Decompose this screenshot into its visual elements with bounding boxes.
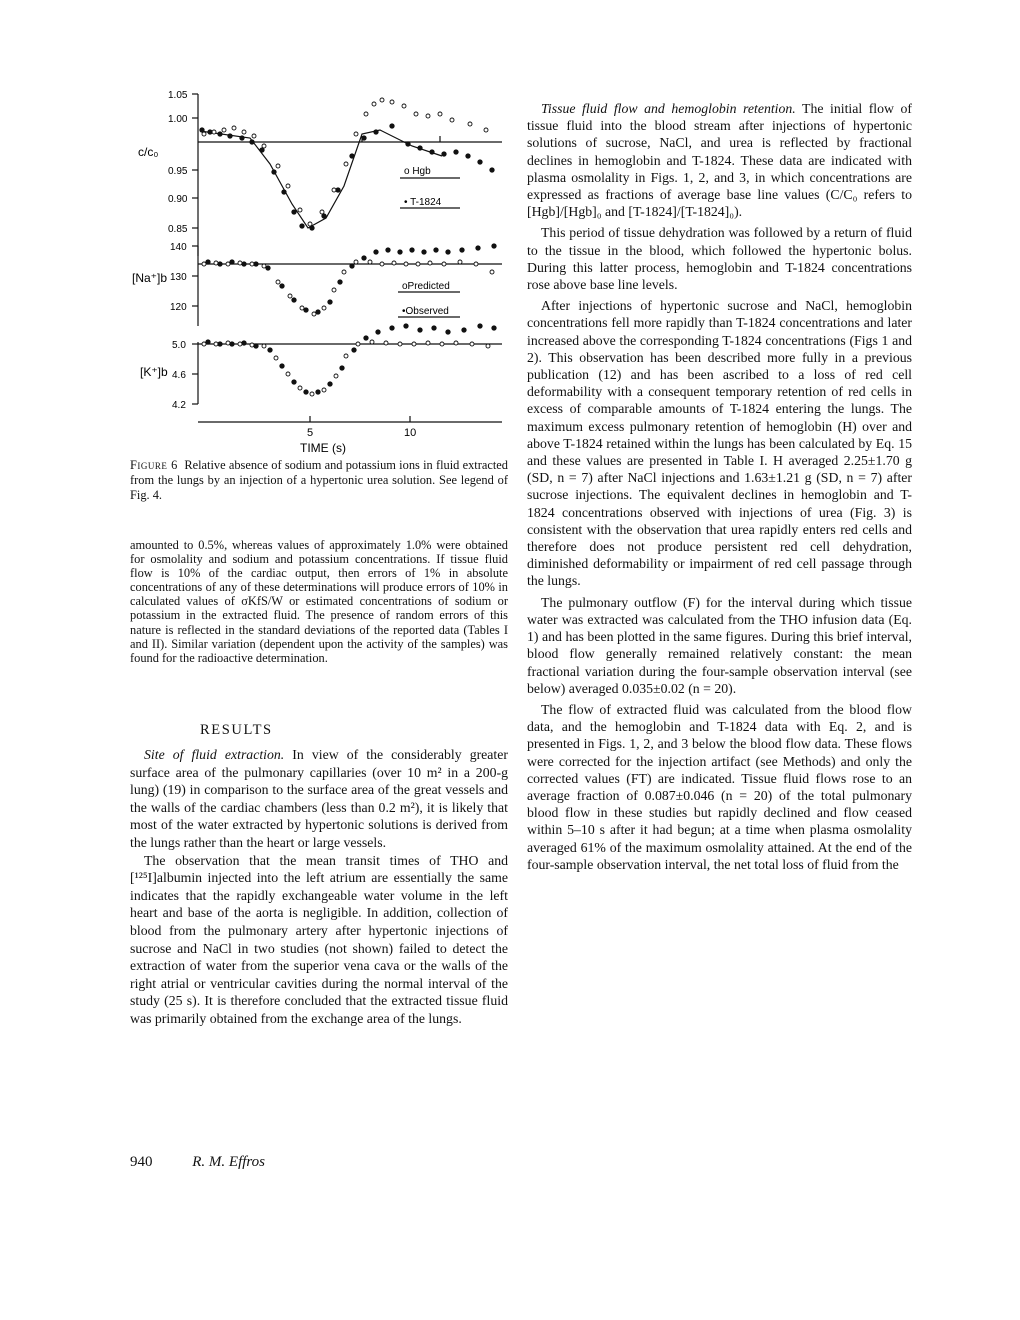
- observed-point: [254, 262, 258, 266]
- tick-mid-0: 140: [170, 242, 187, 253]
- k-predicted-point: [310, 392, 314, 396]
- observed-point: [362, 256, 366, 260]
- t1824-point: [454, 150, 458, 154]
- t1824-point: [336, 188, 340, 192]
- tick-mid-2: 120: [170, 302, 187, 313]
- predicted-point: [380, 262, 384, 266]
- x-tick-10: 10: [404, 427, 417, 439]
- k-observed-point: [492, 326, 496, 330]
- k-observed-point: [376, 330, 380, 334]
- k-observed-point: [254, 344, 258, 348]
- observed-point: [350, 264, 354, 268]
- k-observed-point: [432, 326, 436, 330]
- t1824-point: [260, 148, 264, 152]
- k-observed-point: [462, 328, 466, 332]
- hgb-point: [380, 98, 384, 102]
- t1824-point: [490, 168, 494, 172]
- legend-hgb: o Hgb: [404, 166, 431, 177]
- tick-top-0: 1.05: [168, 90, 188, 101]
- k-observed-point: [404, 324, 408, 328]
- hgb-point: [286, 184, 290, 188]
- predicted-point: [404, 262, 408, 266]
- hgb-point: [308, 222, 312, 226]
- tick-top-3: 0.90: [168, 194, 188, 205]
- legend-t1824: • T-1824: [404, 197, 442, 208]
- scatter-points: [200, 98, 496, 396]
- hgb-point: [468, 122, 472, 126]
- left-paragraph-1: [130, 746, 508, 852]
- k-predicted-point: [298, 386, 302, 390]
- k-observed-point: [328, 382, 332, 386]
- k-observed-point: [364, 336, 368, 340]
- hgb-point: [222, 128, 226, 132]
- observed-point: [386, 248, 390, 252]
- predicted-point: [342, 270, 346, 274]
- hgb-point: [232, 126, 236, 130]
- t1824-point: [406, 142, 410, 146]
- hgb-point: [402, 104, 406, 108]
- t1824-point: [478, 160, 482, 164]
- hgb-point: [372, 102, 376, 106]
- t1824-point: [374, 130, 378, 134]
- observed-point: [374, 250, 378, 254]
- tick-mid-1: 130: [170, 272, 187, 283]
- k-predicted-point: [370, 340, 374, 344]
- tick-top-1: 1.00: [168, 114, 188, 125]
- k-observed-point: [340, 366, 344, 370]
- observed-point: [242, 262, 246, 266]
- predicted-point: [202, 262, 206, 266]
- predicted-point: [332, 288, 336, 292]
- hgb-point: [320, 210, 324, 214]
- t1824-point: [322, 214, 326, 218]
- observed-point: [280, 284, 284, 288]
- hgb-point: [438, 112, 442, 116]
- observed-point: [292, 298, 296, 302]
- k-observed-point: [230, 342, 234, 346]
- k-observed-point: [446, 330, 450, 334]
- observed-point: [218, 262, 222, 266]
- k-predicted-point: [412, 342, 416, 346]
- figure-6: [130, 86, 508, 456]
- legend-observed: •Observed: [402, 306, 449, 317]
- hgb-point: [450, 118, 454, 122]
- observed-point: [206, 260, 210, 264]
- k-predicted-point: [286, 372, 290, 376]
- k-observed-point: [418, 328, 422, 332]
- k-observed-point: [280, 364, 284, 368]
- k-observed-point: [304, 390, 308, 394]
- k-observed-point: [242, 341, 246, 345]
- observed-point: [434, 248, 438, 252]
- observed-point: [230, 260, 234, 264]
- predicted-point: [276, 280, 280, 284]
- t1824-point: [218, 132, 222, 136]
- observed-point: [304, 308, 308, 312]
- observed-point: [446, 250, 450, 254]
- small-paragraph: amounted to 0.5%, whereas values of approximately 1.0% were obtained for osmolality and sodium and potassium concentrations. If tissue fluid flow is 10% of the cardiac output, then errors of 1% in absolute concentrations of any of these determinations will produce errors of 10% in calculated values of σKfS/W or estimated concentrations of sodium or potassium in the extracted fluid. The presence of random errors of this nature is reflected in the standard deviations of the reported data (Tables I and II). Similar variation (dependent upon the activity of the samples) was found for the radioactive determination.: [130, 538, 508, 665]
- t1824-point: [200, 128, 204, 132]
- hgb-point: [390, 100, 394, 104]
- t1824-point: [362, 136, 366, 140]
- predicted-point: [288, 294, 292, 298]
- k-observed-point: [218, 342, 222, 346]
- t1824-point: [350, 154, 354, 158]
- page-number: 940: [130, 1154, 153, 1170]
- predicted-point: [368, 260, 372, 264]
- right-column-body: [527, 100, 912, 873]
- predicted-point: [226, 262, 230, 266]
- left-p1-text: In view of the considerably greater surface area of the pulmonary capillaries (over 10 m² in a 200-g lung) (19) in comparison to the surface area of the great vessels and the walls of the cardiac chambers (less than 0.2 m²), it is likely that most of the water extracted by hypertonic solutions is derived from the lungs rather than the heart or large vessels.: [130, 747, 508, 850]
- k-predicted-point: [398, 342, 402, 346]
- right-paragraph-1: [527, 100, 912, 220]
- k-observed-point: [316, 390, 320, 394]
- observed-point: [410, 248, 414, 252]
- right-paragraph-5: The flow of extracted fluid was calculated from the blood flow data, and the hemoglobin and T-1824 data with Eq. 2, and is presented in Figs. 1, 2, and 3 below the blood flow data. These flows were corrected for the injection artifact (see Methods) and only the corrected values (FT) are indicated. Tissue fluid flows rose to an average fraction of 0.087±0.046 (n = 20) of the total pulmonary blood flow in these studies but rapidly declined and flow ceased within 5–10 s after it had begun; at a time when plasma osmolality averaged 61% of the maximum osmolality attained. At the end of the four-sample observation interval, the net total loss of fluid from the: [527, 701, 912, 872]
- page-footer: [130, 1154, 265, 1171]
- hgb-point: [202, 132, 206, 136]
- observed-point: [398, 250, 402, 254]
- top-ylabel: c/c₀: [138, 145, 159, 159]
- section-heading: RESULTS: [200, 722, 273, 738]
- t1824-point: [228, 134, 232, 138]
- k-predicted-point: [426, 341, 430, 345]
- predicted-point: [300, 306, 304, 310]
- hgb-point: [354, 132, 358, 136]
- t1824-point: [292, 210, 296, 214]
- tick-bot-0: 5.0: [172, 340, 186, 351]
- k-predicted-point: [470, 342, 474, 346]
- hgb-point: [252, 134, 256, 138]
- predicted-point: [262, 264, 266, 268]
- bottom-ylabel: [K⁺]b: [140, 365, 168, 379]
- observed-point: [476, 246, 480, 250]
- right-p1-text: The initial flow of tissue fluid into the blood stream after injections of hypertonic solutions of sucrose, NaCl, and urea is reflected by fractional declines in hemoglobin and T-1824. These data are indicated with plasma osmolality in Figs. 1, 2, and 3, in which concentrations are expressed as fractions of average base line values (C/C₀ refers to [Hgb]/[Hgb]₀ and [T-1824]/[T-1824]₀).: [527, 101, 913, 220]
- hgb-point: [414, 112, 418, 116]
- k-observed-point: [352, 348, 356, 352]
- tick-bot-2: 4.2: [172, 400, 186, 411]
- k-observed-point: [268, 348, 272, 352]
- predicted-point: [458, 260, 462, 264]
- predicted-point: [416, 262, 420, 266]
- figure-caption: [130, 458, 508, 504]
- middle-ylabel: [Na⁺]b: [132, 271, 168, 285]
- k-predicted-point: [454, 341, 458, 345]
- predicted-point: [474, 262, 478, 266]
- t1824-point: [208, 130, 212, 134]
- observed-point: [328, 300, 332, 304]
- k-predicted-point: [344, 354, 348, 358]
- left-paragraph-2: The observation that the mean transit times of THO and [¹²⁵I]albumin injected into the left atrium are essentially the same indicates that the rapidly exchangeable water volume in the left heart and base of the aorta is negligible. In addition, collection of blood from the pulmonary artery after hypertonic injections of sucrose and NaCl in two studies (not shown) failed to detect the extraction of water from the superior vena cava or the walls of the right atrial or ventricular cavities during the normal interval of the study (25 s). It is therefore concluded that the extracted tissue fluid was primarily obtained from the exchange area of the lungs.: [130, 852, 508, 1026]
- k-predicted-point: [486, 344, 490, 348]
- predicted-point: [312, 312, 316, 316]
- k-predicted-point: [384, 341, 388, 345]
- running-author: R. M. Effros: [192, 1154, 266, 1170]
- k-observed-point: [206, 340, 210, 344]
- legend-predicted: oPredicted: [402, 281, 450, 292]
- t1824-point: [240, 136, 244, 140]
- k-predicted-point: [334, 374, 338, 378]
- right-p1-title: Tissue fluid flow and hemoglobin retention.: [541, 101, 796, 116]
- observed-point: [338, 280, 342, 284]
- k-predicted-point: [202, 342, 206, 346]
- t1824-point: [442, 152, 446, 156]
- hgb-point: [344, 162, 348, 166]
- predicted-point: [322, 306, 326, 310]
- t1824-point: [282, 190, 286, 194]
- k-observed-point: [478, 324, 482, 328]
- k-observed-point: [292, 380, 296, 384]
- right-paragraph-3: After injections of hypertonic sucrose and NaCl, hemoglobin concentrations fell more rapidly than T-1824 concentrations and later increased above the corresponding T-1824 concentrations (Figs 1 and 2). This observation has been described more fully in a previous publication (12) and has been ascribed to a loss of red cell deformability with a consequent temporary retention of red cells in excess of comparable amounts of T-1824 entering the lungs. The maximum excess pulmonary retention of hemoglobin (H) over and above T-1824 retained within the lungs has been calculated by Eq. 15 and these values are presented in Table I. H averaged 2.25±1.70 g (SD, n = 7) after NaCl injections and 1.63±1.21 g (SD, n = 7) after sucrose injections. The equivalent declines in hemoglobin and T-1824 concentrations observed with injections of urea (Fig. 3) is consistent with the observation that urea rapidly enters red cells and therefore does not produce persistent red cell dehydration, diminished deformability or impairment of red cell passage through the lungs.: [527, 298, 912, 589]
- right-paragraph-4: The pulmonary outflow (F) for the interval during which tissue water was extracted was calculated from the THO infusion data (Eq. 1) and has been plotted in the same figures. During this brief interval, blood flow generally remained relatively constant: the mean fractional variation during the four-sample observation interval (see below) averaged 0.035±0.02 (n = 20).: [527, 594, 912, 696]
- k-predicted-point: [322, 388, 326, 392]
- right-paragraph-2: This period of tissue dehydration was followed by a return of fluid to the tissue in the blood, which followed the hypertonic bolus. During this latter process, hemoglobin and T-1824 concentrations rose above base line levels.: [527, 225, 912, 293]
- tick-top-4: 0.85: [168, 224, 188, 235]
- observed-point: [316, 310, 320, 314]
- t1824-point: [300, 224, 304, 228]
- hgb-point: [262, 144, 266, 148]
- hgb-point: [426, 114, 430, 118]
- k-predicted-point: [262, 344, 266, 348]
- t1824-point: [272, 170, 276, 174]
- observed-point: [422, 250, 426, 254]
- predicted-point: [354, 260, 358, 264]
- x-tick-5: 5: [307, 427, 314, 439]
- caption-text: Relative absence of sodium and potassium ions in fluid extracted from the lungs by an injection of a hypertonic urea solution. See legend of Fig. 4.: [130, 458, 508, 503]
- k-predicted-point: [356, 342, 360, 346]
- observed-point: [460, 248, 464, 252]
- k-predicted-point: [440, 342, 444, 346]
- hgb-point: [276, 164, 280, 168]
- left-column-body: [130, 746, 508, 1028]
- t1824-point: [430, 150, 434, 154]
- left-p1-title: Site of fluid extraction.: [144, 747, 285, 762]
- hgb-point: [242, 130, 246, 134]
- tick-top-2: 0.95: [168, 166, 188, 177]
- caption-label: Figure 6: [130, 458, 178, 472]
- t1824-point: [418, 146, 422, 150]
- predicted-point: [442, 262, 446, 266]
- t1824-point: [310, 226, 314, 230]
- t1824-point: [466, 154, 470, 158]
- tick-bot-1: 4.6: [172, 370, 186, 381]
- k-predicted-point: [274, 356, 278, 360]
- hgb-point: [364, 112, 368, 116]
- t1824-point: [250, 140, 254, 144]
- hgb-point: [298, 208, 302, 212]
- observed-point: [492, 244, 496, 248]
- predicted-point: [490, 270, 494, 274]
- observed-point: [266, 266, 270, 270]
- k-observed-point: [390, 326, 394, 330]
- t1824-point: [390, 124, 394, 128]
- hgb-point: [484, 128, 488, 132]
- x-axis-label: TIME (s): [300, 441, 346, 455]
- predicted-point: [428, 261, 432, 265]
- predicted-point: [392, 261, 396, 265]
